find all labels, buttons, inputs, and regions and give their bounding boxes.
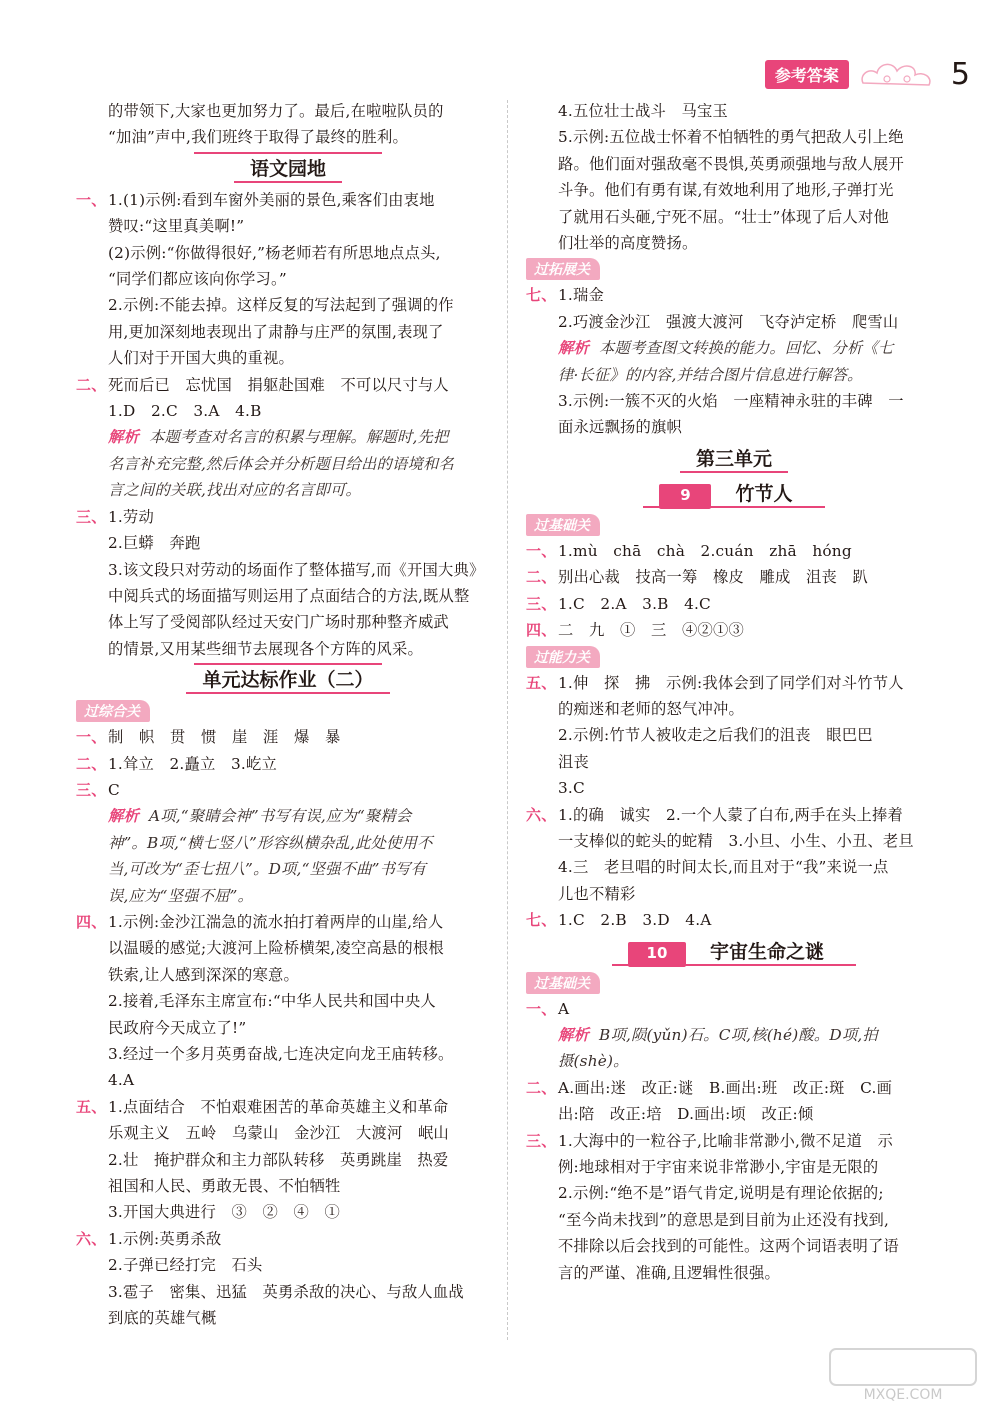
answer-item: 三、 1.劳动 — [76, 507, 154, 526]
lesson-title: 9 竹节人 — [526, 477, 942, 511]
answer-item: 二、 A.画出:迷 改正:谜 B.画出:班 改正:斑 C.画 — [526, 1078, 893, 1097]
page-header — [765, 54, 970, 94]
watermark-logo — [828, 1345, 978, 1405]
text-line: “至今尚未找到”的意思是到目前为止还没有找到, — [558, 1210, 890, 1229]
analysis-label: 解析 — [558, 1025, 589, 1044]
answer-item: 一、 A — [526, 999, 570, 1018]
analysis: 解析 本题考查对名言的积累与理解。解题时,先把 — [108, 428, 449, 447]
text-line: (2)示例:“你做得很好,”杨老师若有所思地点点头, — [108, 243, 441, 262]
text-line: 2.壮 掩护群众和主力部队转移 英勇跳崖 热爱 — [108, 1150, 449, 1169]
analysis-label: 解析 — [108, 428, 139, 447]
text-line: 3.该文段只对劳动的场面作了整体描写,而《开国大典》 — [108, 560, 485, 579]
page-number: 5 — [950, 56, 970, 92]
text-line: 摄(shè)。 — [558, 1052, 629, 1071]
text-line: 用,更加深刻地表现出了肃静与庄严的氛围,表现了 — [108, 322, 444, 341]
analysis: 解析 A项,“聚睛会神”书写有误,应为“聚精会 — [108, 807, 412, 826]
text-line: 出:陪 改正:培 D.画出:顷 改正:倾 — [558, 1105, 814, 1124]
text-line: 4.A — [108, 1071, 135, 1090]
answer-item: 六、 1.示例:英勇杀敌 — [76, 1229, 222, 1248]
section-tag: 过综合关 — [76, 698, 500, 724]
section-tag: 过拓展关 — [526, 256, 942, 282]
answer-item: 二、 1.耸立 2.矗立 3.屹立 — [76, 754, 277, 773]
text-line: 神”。B项,“横七竖八”形容纵横杂乱,此处使用不 — [108, 833, 433, 852]
text-line: 2.巧渡金沙江 强渡大渡河 飞夺泸定桥 爬雪山 — [558, 312, 899, 331]
text-line: 儿也不精彩 — [558, 884, 636, 903]
text-line: 体上写了受阅部队经过天安门广场时那种整齐威武 — [108, 613, 449, 632]
text-line: “加油”声中,我们班终于取得了最终的胜利。 — [108, 128, 409, 147]
text-line: 误,应为“坚强不屈”。 — [108, 886, 254, 905]
text-line: 铁索,让人感到深深的寒意。 — [108, 965, 300, 984]
text-line: 了就用石头砸,宁死不屈。“壮士”体现了后人对他 — [558, 207, 890, 226]
answer-item: 三、 C — [76, 780, 120, 799]
lesson-title: 10 宇宙生命之谜 — [526, 935, 942, 969]
text-line: 以温暖的感觉;大渡河上险桥横架,凌空高悬的根根 — [108, 939, 444, 958]
analysis-label: 解析 — [108, 807, 139, 826]
text-line: 例:地球相对于宇宙来说非常渺小,宇宙是无限的 — [558, 1158, 879, 1176]
text-line: 言的严谨、准确,且逻辑性很强。 — [558, 1263, 781, 1282]
section-tag: 过基础关 — [526, 970, 942, 996]
text-line: 的情景,又用某些细节去展现各个方阵的风采。 — [108, 639, 424, 658]
answer-item: 四、 1.示例:金沙江湍急的流水拍打着两岸的山崖,给人 — [76, 912, 444, 931]
answer-item: 六、 1.的确 诚实 2.一个人蒙了白布,两手在头上捧着 — [526, 805, 903, 824]
analysis-label: 解析 — [558, 339, 589, 358]
text-line: 名言补充完整,然后体会并分析题目给出的语境和名 — [108, 454, 454, 473]
right-column — [526, 98, 942, 1286]
cloud-decoration-icon — [857, 57, 943, 91]
text-line: 3.C — [558, 779, 585, 798]
answer-item: 二、 别出心裁 技高一筹 橡皮 雕成 沮丧 趴 — [526, 568, 868, 587]
text-line: 4.五位壮士战斗 马宝玉 — [558, 102, 728, 120]
column-divider — [507, 100, 508, 1340]
text-line: 们壮举的高度赞扬。 — [558, 234, 698, 253]
answer-item: 七、 1.C 2.B 3.D 4.A — [526, 911, 712, 930]
text-line: 2.巨蟒 奔跑 — [108, 534, 201, 553]
text-line: 2.示例:不能去掉。这样反复的写法起到了强调的作 — [108, 296, 454, 315]
text-line: 沮丧 — [558, 752, 589, 771]
text-line: 4.三 老旦唱的时间太长,而且对于“我”来说一点 — [558, 858, 889, 877]
svg-text:MXQE.COM: MXQE.COM — [863, 1387, 943, 1403]
text-line: 的痴迷和老师的怒气冲冲。 — [558, 699, 744, 718]
text-line: 1.D 2.C 3.A 4.B — [108, 402, 262, 421]
analysis: 解析 本题考查图文转换的能力。回忆、分析《七 — [558, 339, 894, 358]
answer-item: 五、 1.伸 探 拂 示例:我体会到了同学们对斗竹节人 — [526, 673, 904, 692]
answer-item: 一、 制 帜 贯 惯 崖 涯 爆 暴 — [76, 728, 341, 747]
text-line: 不排除以后会找到的可能性。这两个词语表明了语 — [558, 1237, 899, 1256]
text-line: 一支棒似的蛇头的蛇精 3.小旦、小生、小丑、老旦 — [558, 831, 914, 850]
section-tag: 过能力关 — [526, 644, 942, 670]
answer-item: 二、 死而后已 忘忧国 捐躯赴国难 不可以尺寸与人 — [76, 375, 449, 394]
unit-title: 第三单元 — [526, 442, 942, 476]
text-line: 2.示例:“绝不是”语气肯定,说明是有理论依据的; — [558, 1184, 884, 1203]
left-column — [76, 98, 500, 1331]
text-line: 5.示例:五位战士怀着不怕牺牲的勇气把敌人引上绝 — [558, 128, 904, 147]
answer-item: 七、 1.瑞金 — [526, 286, 604, 305]
text-line: 3.开国大典进行 ③ ② ④ ① — [108, 1203, 340, 1222]
text-line: 律·长征》的内容,并结合图片信息进行解答。 — [558, 365, 863, 384]
section-title: 单元达标作业（二） — [76, 663, 500, 697]
text-line: 到底的英雄气概 — [108, 1309, 217, 1328]
text-line: 2.接着,毛泽东主席宣布:“中华人民共和国中央人 — [108, 992, 436, 1011]
answer-item: 四、 二 九 ① 三 ④②①③ — [526, 621, 744, 640]
text-line: 民政府今天成立了!” — [108, 1018, 247, 1037]
text-line: 的带领下,大家也更加努力了。最后,在啦啦队员的 — [108, 102, 444, 120]
answer-item: 一、 1.mù chā chà 2.cuán zhā hóng — [526, 541, 852, 560]
text-line: 3.经过一个多月英勇奋战,七连决定向龙王庙转移。 — [108, 1045, 454, 1063]
text-line: 2.子弹已经打完 石头 — [108, 1256, 263, 1275]
text-line: 祖国和人民、勇敢无畏、不怕牺牲 — [108, 1177, 341, 1196]
lesson-number: 10 — [628, 942, 686, 967]
text-line: “同学们都应该向你学习。” — [108, 270, 287, 289]
lesson-number: 9 — [659, 484, 711, 509]
text-line: 2.示例:竹节人被收走之后我们的沮丧 眼巴巴 — [558, 726, 873, 745]
text-line: 当,可改为“歪七扭八”。D项,“坚强不曲”书写有 — [108, 860, 427, 879]
text-line: 赞叹:“这里真美啊!” — [108, 217, 245, 236]
analysis: 解析 B项,陨(yǔn)石。C项,核(hé)酸。D项,拍 — [558, 1025, 878, 1044]
answer-item: 一、 1.(1)示例:看到车窗外美丽的景色,乘客们由衷地 — [76, 190, 435, 209]
answer-item: 三、 1.大海中的一粒谷子,比喻非常渺小,微不足道 示 — [526, 1131, 894, 1150]
text-line: 中阅兵式的场面描写则运用了点面结合的方法,既从整 — [108, 586, 470, 605]
text-line: 斗争。他们有勇有谋,有效地利用了地形,子弹打光 — [558, 181, 894, 200]
header-label: 参考答案 — [765, 60, 849, 89]
section-title: 语文园地 — [76, 152, 500, 186]
text-line: 路。他们面对强敌毫不畏惧,英勇顽强地与敌人展开 — [558, 154, 904, 173]
section-tag: 过基础关 — [526, 512, 942, 538]
text-line: 人们对于开国大典的重视。 — [108, 349, 294, 368]
answer-item: 三、 1.C 2.A 3.B 4.C — [526, 594, 711, 613]
answer-item: 五、 1.点面结合 不怕艰难困苦的革命英雄主义和革命 — [76, 1097, 449, 1116]
text-line: 乐观主义 五岭 乌蒙山 金沙江 大渡河 岷山 — [108, 1124, 449, 1143]
text-line: 面永远飘扬的旗帜 — [558, 418, 682, 437]
text-line: 言之间的关联,找出对应的名言即可。 — [108, 481, 362, 500]
text-line: 3.雹子 密集、迅猛 英勇杀敌的决心、与敌人血战 — [108, 1282, 464, 1301]
text-line: 3.示例:一簇不灭的火焰 一座精神永驻的丰碑 一 — [558, 392, 904, 411]
